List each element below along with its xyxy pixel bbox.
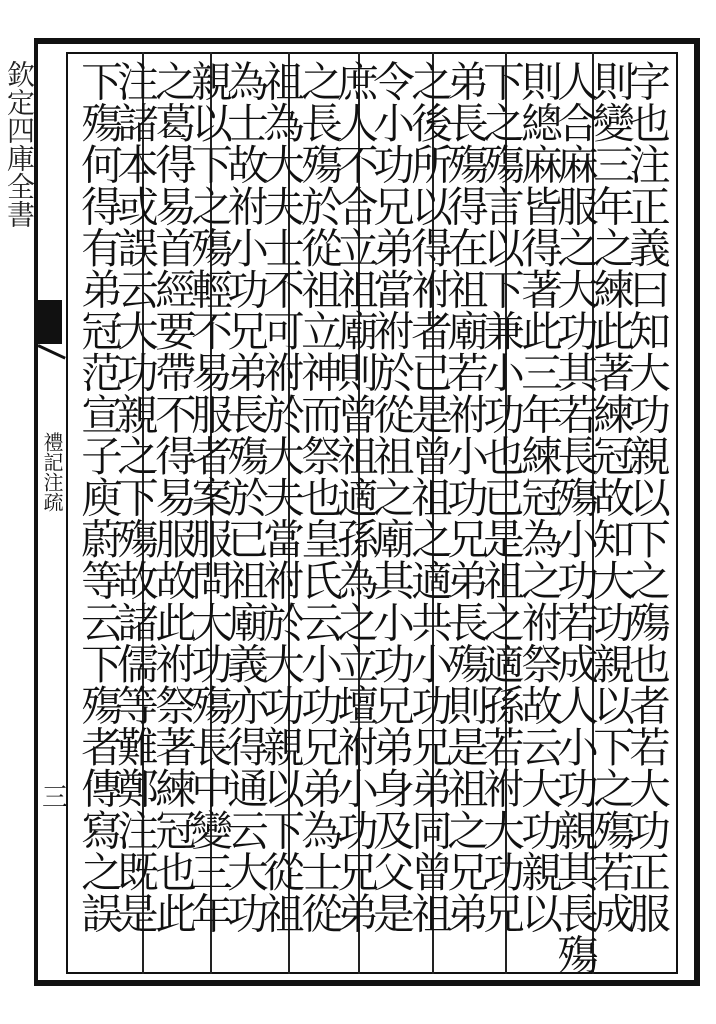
text-column-5: 下之殤言以下兼小功也已是祖之適孫若祔大功兄 <box>476 60 525 934</box>
text-column-12: 為士故祔小功兄弟長殤於已祖廟義亦得通云大功 <box>220 60 269 934</box>
text-column-14: 之葛得易首經要帶不得易服故此祔祭著練冠也此 <box>148 60 197 934</box>
text-column-16: 下殤何得有弟冠范宣子庾蔚等云下殤者傳寫之誤 <box>74 60 123 934</box>
text-column-6: 弟長殤得在祖廟若祔小功兄弟長殤則是祖之兄弟 <box>440 60 489 934</box>
text-column-4: 則總麻皆得著此三年練冠為之祔祭故云大功親以 <box>514 60 563 934</box>
text-column-13: 親以下之殤輕不易服者案服問大功殤長中變三年 <box>184 60 233 934</box>
text-column-11: 祖為大夫士不可祔於大夫當祔於大功親以下從祖 <box>256 60 305 934</box>
text-column-3: 人合麻服之大功其若長殤小功若成人小功親其長殤 <box>550 60 599 976</box>
running-title: 欽定四庫全書 <box>3 60 36 228</box>
text-column-7: 之後所以得祔者已是曾祖之適共小功兄弟同曾祖 <box>404 60 453 934</box>
text-column-15: 注諸本或誤云大功親之下殤故諸儒等難鄭注既是 <box>110 60 159 934</box>
text-column-10: 之長殤於從祖立神而祭也皇氏云小功兄弟為士從 <box>294 60 343 934</box>
page-number: 三 <box>42 783 69 813</box>
book-title: 禮記注疏 <box>40 432 64 512</box>
text-column-2: 則變三年之練此著練冠故知大功親以下之殤若成 <box>586 60 635 934</box>
text-column-9: 庶人不合立祖廟則曾祖適孫為之立壇祔小功兄弟 <box>330 60 379 934</box>
text-column-1: 字也注正義曰知大功親以下之殤也者若大功正服 <box>622 60 671 934</box>
text-column-8: 令小功兄弟當祔於從祖之廟其小功兄弟身及父是 <box>366 60 415 934</box>
